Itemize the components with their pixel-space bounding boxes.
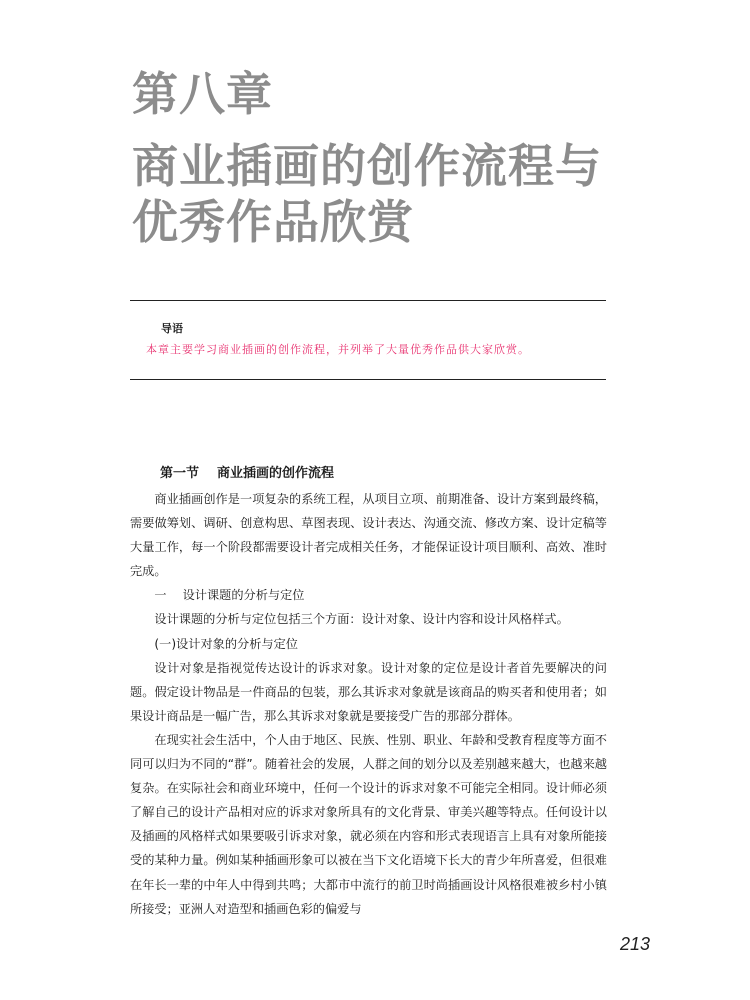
subsection-title: 设计课题的分析与定位 xyxy=(182,588,305,603)
body-text xyxy=(130,487,607,921)
paragraph: 商业插画创作是一项复杂的系统工程，从项目立项、前期准备、设计方案到最终稿，需要做筹划、调研、创意构思、草图表现、设计表达、沟通交流、修改方案、设计定稿等大量工作，每一个阶段都需要设计者完成相关任务，才能保证设计项目顺利、高效、准时完成。 xyxy=(130,492,607,579)
chapter-label: 第八章 xyxy=(132,67,273,121)
section-heading xyxy=(160,462,334,481)
paragraph: 设计对象是指视觉传达设计的诉求对象。设计对象的定位是设计者首先要解决的问题。假定设计物品是一件商品的包装，那么其诉求对象就是该商品的购买者和使用者；如果设计商品是一幅广告，那么其诉求对象就是要接受广告的那部分群体。 xyxy=(130,660,607,723)
subsection-number: 一 xyxy=(154,588,167,603)
section-number: 第一节 xyxy=(160,466,200,481)
intro-text: 本章主要学习商业插画的创作流程，并列举了大量优秀作品供大家欣赏。 xyxy=(146,343,530,356)
page-number: 213 xyxy=(620,934,651,954)
intro-label: 导语 xyxy=(161,322,183,335)
subsubsection-heading: (一)设计对象的分析与定位 xyxy=(154,636,298,651)
subsection-intro: 设计课题的分析与定位包括三个方面：设计对象、设计内容和设计风格样式。 xyxy=(154,612,569,627)
top-divider xyxy=(130,300,606,301)
section-title: 商业插画的创作流程 xyxy=(217,466,335,481)
chapter-title-line-1: 商业插画的创作流程与 xyxy=(132,139,602,193)
chapter-title-line-2: 优秀作品欣赏 xyxy=(132,195,414,249)
subsection-heading xyxy=(130,583,607,607)
paragraph: 在现实社会生活中，个人由于地区、民族、性别、职业、年龄和受教育程度等方面不同可以归为不同的“群”。随着社会的发展，人群之间的划分以及差别越来越大，也越来越复杂。在实际社会和商业环境中，任何一个设计的诉求对象不可能完全相同。设计师必须了解自己的设计产品相对应的诉求对象所具有的文化背景、审美兴趣等特点。任何设计以及插画的风格样式如果要吸引诉求对象，就必须在内容和形式表现语言上具有对象所能接受的某种力量。例如某种插画形象可以被在当下文化语境下长大的青少年所喜爱，但很难在年长一辈的中年人中得到共鸣；大都市中流行的前卫时尚插画设计风格很难被乡村小镇所接受；亚洲人对造型和插画色彩的偏爱与 xyxy=(130,732,607,916)
chapter-title xyxy=(132,138,602,250)
bottom-divider xyxy=(130,379,606,380)
